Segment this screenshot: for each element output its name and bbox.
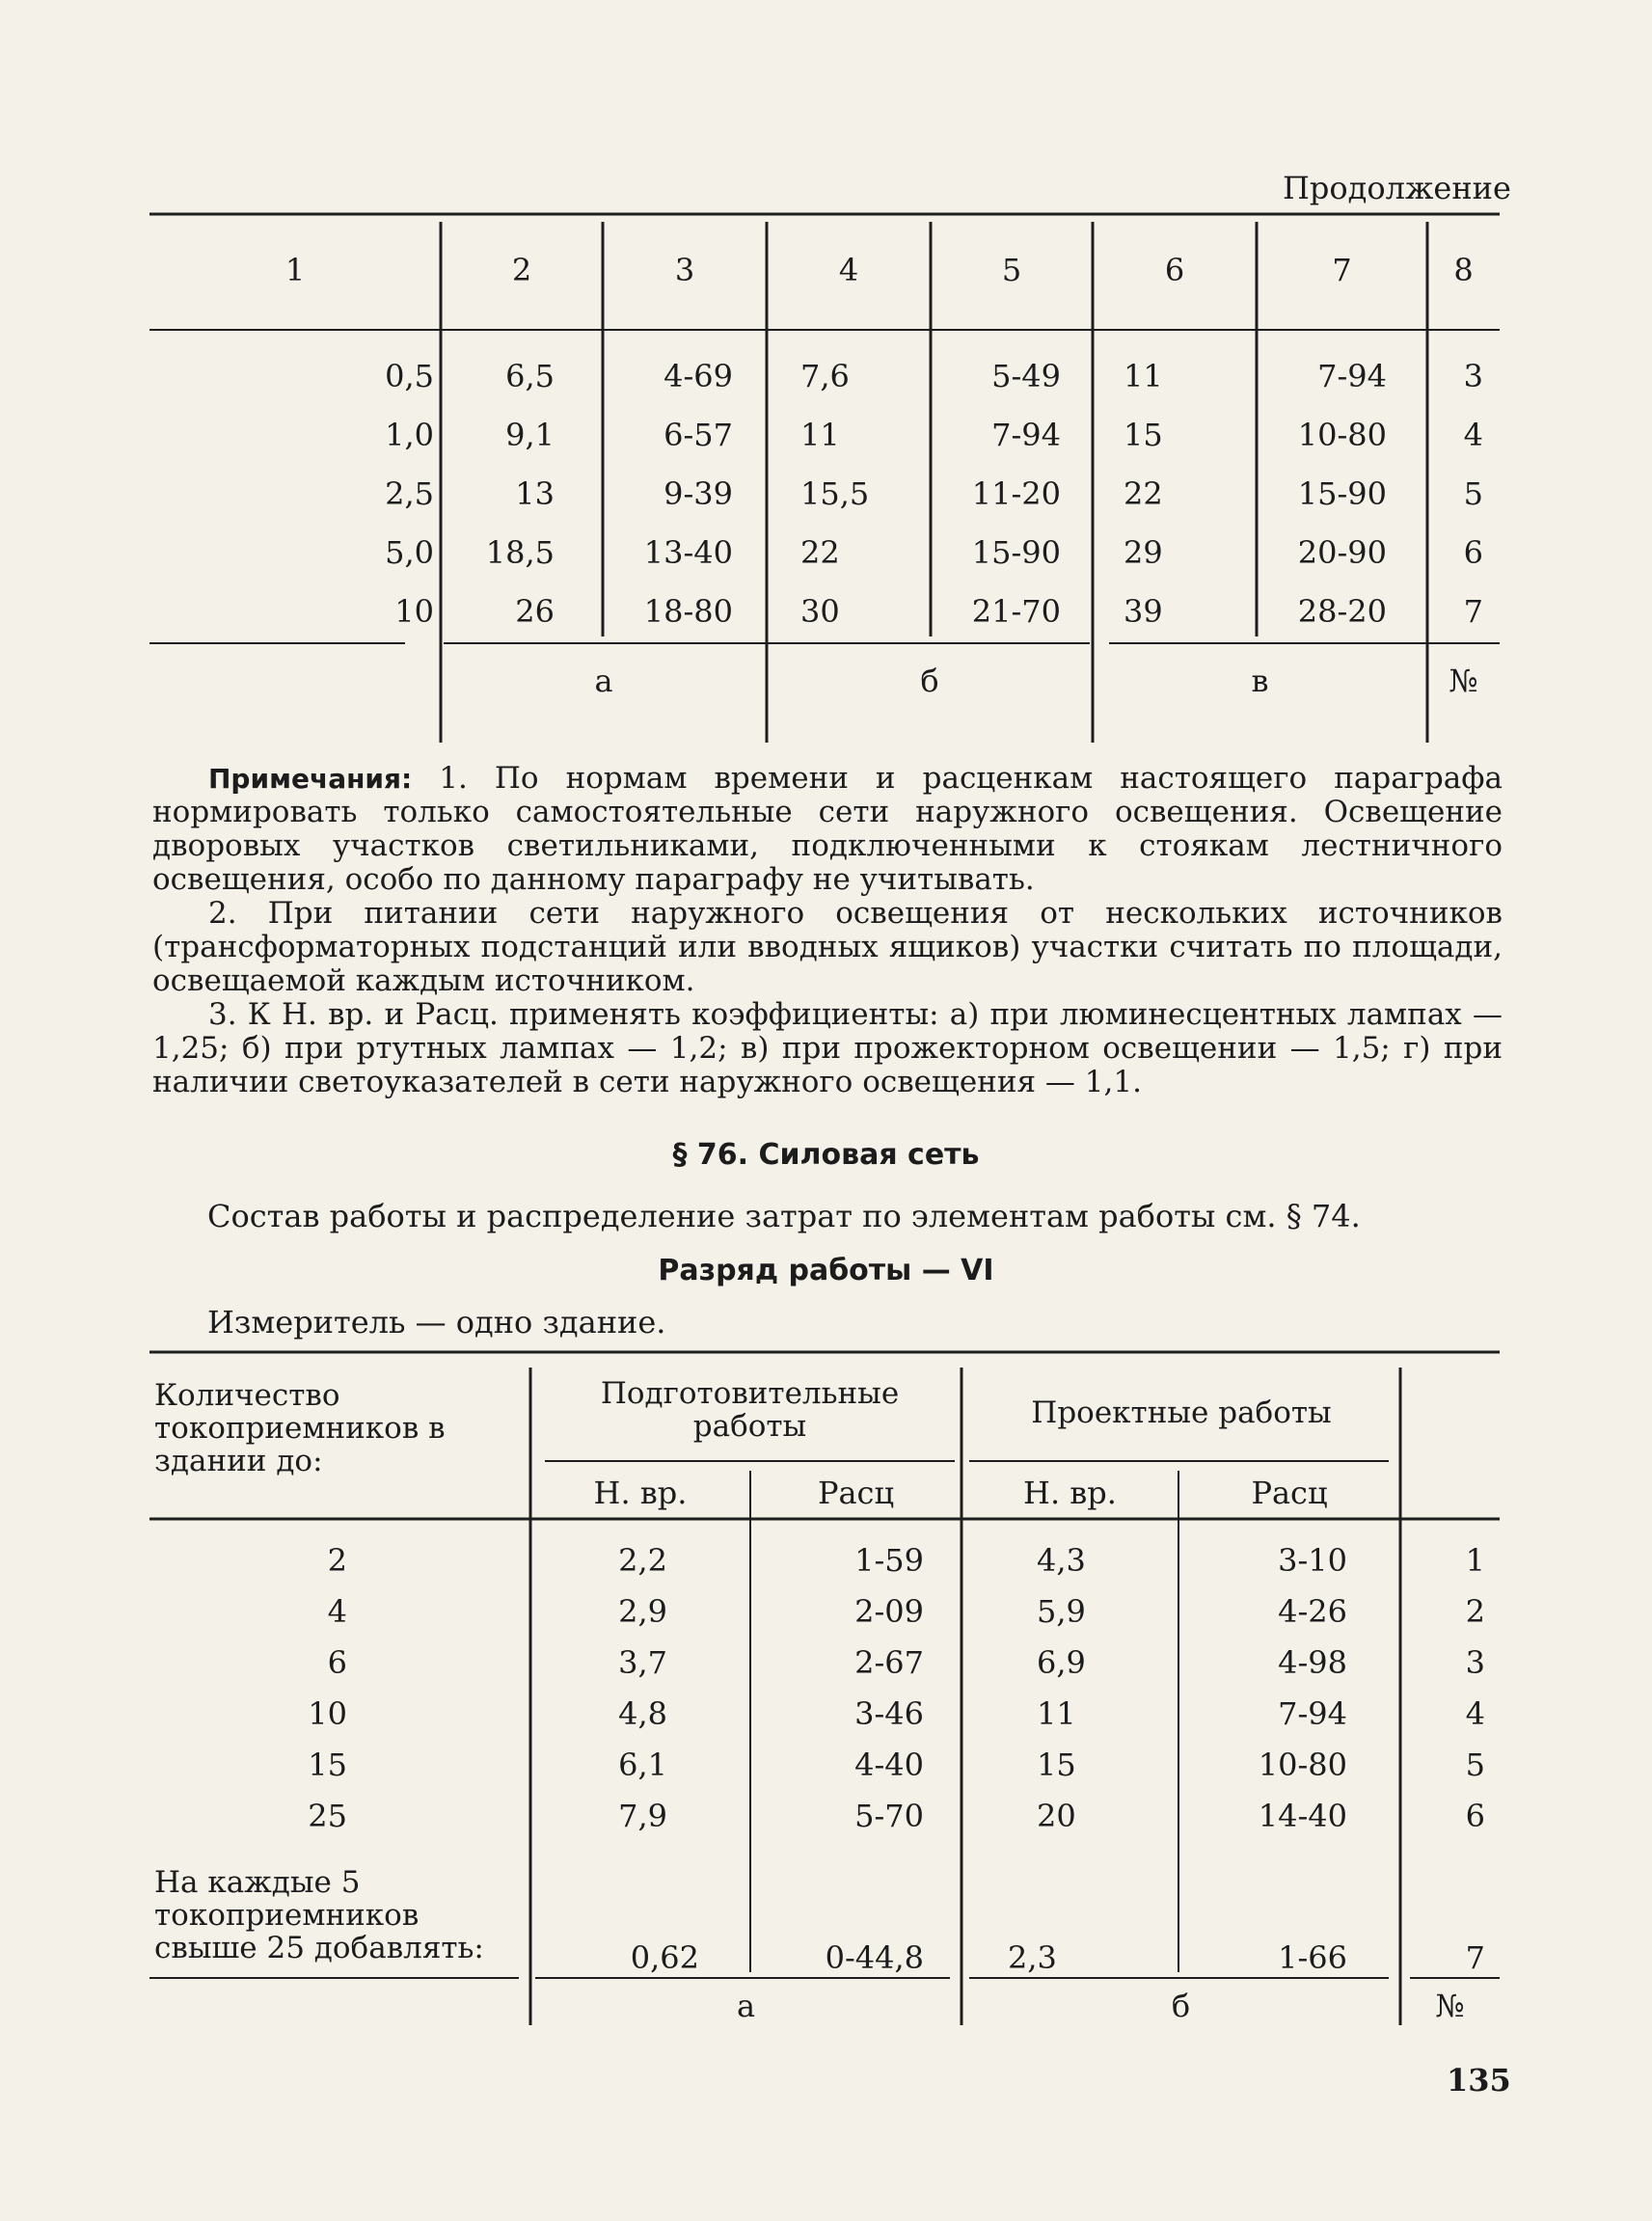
table2-cell: 2,9 [618, 1593, 667, 1630]
table2-cell: 3-10 [1278, 1542, 1347, 1579]
notes-label: Примечания: [208, 763, 413, 795]
table1-cell: 28-20 [1297, 593, 1387, 630]
table2-cell: 6 [1465, 1798, 1485, 1834]
table1-cell: 11-20 [971, 475, 1061, 512]
table1-header-cell: 4 [838, 252, 859, 288]
table2-cell: 20 [1037, 1798, 1076, 1834]
table2-footer-cell: б [1171, 1988, 1191, 2024]
table1-footer-cell: а [594, 663, 613, 699]
table1-cell: 6,5 [505, 358, 555, 394]
table1-cell: 5-49 [991, 358, 1061, 394]
table1-cell: 15 [1124, 417, 1163, 453]
table1-cell: 11 [800, 417, 840, 453]
table2-last-cell: 1-66 [1278, 1939, 1347, 1976]
table2-subheader-cell: Расц [817, 1475, 895, 1511]
note-1 [152, 762, 1503, 897]
table1-cell: 15,5 [800, 475, 870, 512]
table1-cell: 22 [1124, 475, 1163, 512]
table1-header-cell: 6 [1164, 252, 1185, 288]
table1-cell: 5 [1463, 475, 1483, 512]
table2-cell: 15 [308, 1747, 347, 1783]
table1-cell: 5,0 [385, 534, 434, 571]
table1-cell: 0,5 [385, 358, 434, 394]
table1-cell: 10-80 [1297, 417, 1387, 453]
table2-cell: 6,9 [1037, 1644, 1086, 1681]
table1-cell: 9,1 [505, 417, 555, 453]
note-2: 2. При питании сети наружного освещения от нескольких источников (трансформаторных подстанций или вводных ящиков) участки считать по площади, освещаемой каждым источником. [152, 896, 1503, 998]
table2-cell: 11 [1037, 1695, 1076, 1732]
table2-cell: 4-98 [1278, 1644, 1347, 1681]
table2-footer-cell: № [1435, 1988, 1465, 2024]
table2-cell: 7,9 [618, 1798, 667, 1834]
table1-cell: 2,5 [385, 475, 434, 512]
table2-cell: 7-94 [1278, 1695, 1347, 1732]
table1-cell: 39 [1124, 593, 1163, 630]
table2-cell: 10-80 [1258, 1747, 1347, 1783]
table1-cell: 15-90 [971, 534, 1061, 571]
table2-cell: 25 [308, 1798, 347, 1834]
table2-cell: 4-40 [854, 1747, 924, 1783]
table1-cell: 7,6 [800, 358, 850, 394]
table1-cell: 15-90 [1297, 475, 1387, 512]
table2-cell: 2 [1465, 1593, 1485, 1630]
table2-subheader-cell: Расц [1251, 1475, 1328, 1511]
table1-cell: 9-39 [664, 475, 733, 512]
table1-cell: 6-57 [664, 417, 733, 453]
table2-cell: 10 [308, 1695, 347, 1732]
table2-cell: 2 [327, 1542, 347, 1579]
table1-header-cell: 1 [284, 252, 306, 288]
table2-cell: 2-09 [854, 1593, 924, 1630]
composition-text: Состав работы и распределение затрат по элементам работы см. § 74. [207, 1198, 1361, 1234]
table2-cell: 1-59 [854, 1542, 924, 1579]
table1-cell: 13-40 [643, 534, 733, 571]
table1-cell: 13 [515, 475, 555, 512]
table1-cell: 4 [1463, 417, 1483, 453]
table2-cell: 4 [1465, 1695, 1485, 1732]
table1-cell: 4-69 [664, 358, 733, 394]
table2-cell: 4 [327, 1593, 347, 1630]
table1-cell: 7-94 [991, 417, 1061, 453]
table2-subheader-cell: Н. вр. [1023, 1475, 1117, 1511]
table1-cell: 22 [800, 534, 840, 571]
table1-cell: 7-94 [1317, 358, 1387, 394]
table2-cell: 5,9 [1037, 1593, 1086, 1630]
table1-cell: 18-80 [643, 593, 733, 630]
table1-header-cell: 7 [1332, 252, 1352, 288]
table2-last-cell: 0-44,8 [825, 1939, 924, 1976]
table1-header-cell: 8 [1453, 252, 1474, 288]
table1-cell: 20-90 [1297, 534, 1387, 571]
table1-cell: 21-70 [971, 593, 1061, 630]
table2-cell: 6 [327, 1644, 347, 1681]
table2-last-cell: 0,62 [630, 1939, 699, 1976]
table2-cell: 3,7 [618, 1644, 667, 1681]
table1-header-cell: 2 [511, 252, 532, 288]
section-title: § 76. Силовая сеть [672, 1138, 980, 1172]
table2-cell: 15 [1037, 1747, 1076, 1783]
table1-cell: 18,5 [485, 534, 555, 571]
continuation-label: Продолжение [1283, 170, 1511, 206]
table1-cell: 7 [1463, 593, 1483, 630]
table1-header-cell: 5 [1001, 252, 1022, 288]
table2-subheader-cell: Н. вр. [593, 1475, 688, 1511]
table2-last-row-label: На каждые 5 токоприемников свыше 25 добавлять: [154, 1865, 484, 1965]
table1-footer-cell: в [1251, 663, 1269, 699]
table2-cell: 2-67 [854, 1644, 924, 1681]
table2-last-cell: 7 [1465, 1939, 1485, 1976]
page-number: 135 [1447, 2062, 1511, 2099]
table1-cell: 6 [1463, 534, 1483, 571]
table2-cell: 1 [1465, 1542, 1485, 1579]
note-1-text: 1. По нормам времени и расценкам настоящего параграфа нормировать только самостоятельные сети наружного освещения. Освещение дворовых участков светильниками, подключенными к стоякам лестничного освещения, особо по данному параграфу не учитывать. [152, 761, 1503, 897]
table2-cell: 3-46 [854, 1695, 924, 1732]
table1-footer-cell: № [1449, 663, 1478, 699]
grade-text: Разряд работы — VI [658, 1254, 994, 1287]
table1-footer-cell: б [920, 663, 939, 699]
table2-cell: 3 [1465, 1644, 1485, 1681]
table2-group1-header: Подготовительные работы [600, 1376, 900, 1444]
table2-cell: 5-70 [854, 1798, 924, 1834]
table1-cell: 1,0 [385, 417, 434, 453]
table2-cell: 2,2 [618, 1542, 667, 1579]
table2-cell: 6,1 [618, 1747, 667, 1783]
notes-block [152, 762, 1503, 1099]
table2-footer-cell: а [736, 1988, 756, 2024]
table2-group2-header: Проектные работы [1031, 1395, 1332, 1430]
table1-header-cell: 3 [674, 252, 695, 288]
table1-cell: 29 [1124, 534, 1163, 571]
table2-last-cell: 2,3 [1008, 1939, 1057, 1976]
table1-cell: 30 [800, 593, 840, 630]
table1-cell: 11 [1124, 358, 1163, 394]
table2-cell: 5 [1465, 1747, 1485, 1783]
table2-cell: 4,8 [618, 1695, 667, 1732]
table2-cell: 14-40 [1258, 1798, 1347, 1834]
table2-cell: 4,3 [1037, 1542, 1086, 1579]
table2-col1-header: Количество токоприемников в здании до: [154, 1378, 446, 1478]
measure-text: Измеритель — одно здание. [207, 1304, 666, 1341]
table2-cell: 4-26 [1278, 1593, 1347, 1630]
table1-cell: 10 [394, 593, 434, 630]
note-3: 3. К Н. вр. и Расц. применять коэффициенты: а) при люминесцентных лампах — 1,25; б) при ртутных лампах — 1,2; в) при прожекторном освещении — 1,5; г) при наличии светоуказателей в сети наружного освещения — 1,1. [152, 997, 1503, 1099]
table1-cell: 26 [515, 593, 555, 630]
table1-cell: 3 [1463, 358, 1483, 394]
